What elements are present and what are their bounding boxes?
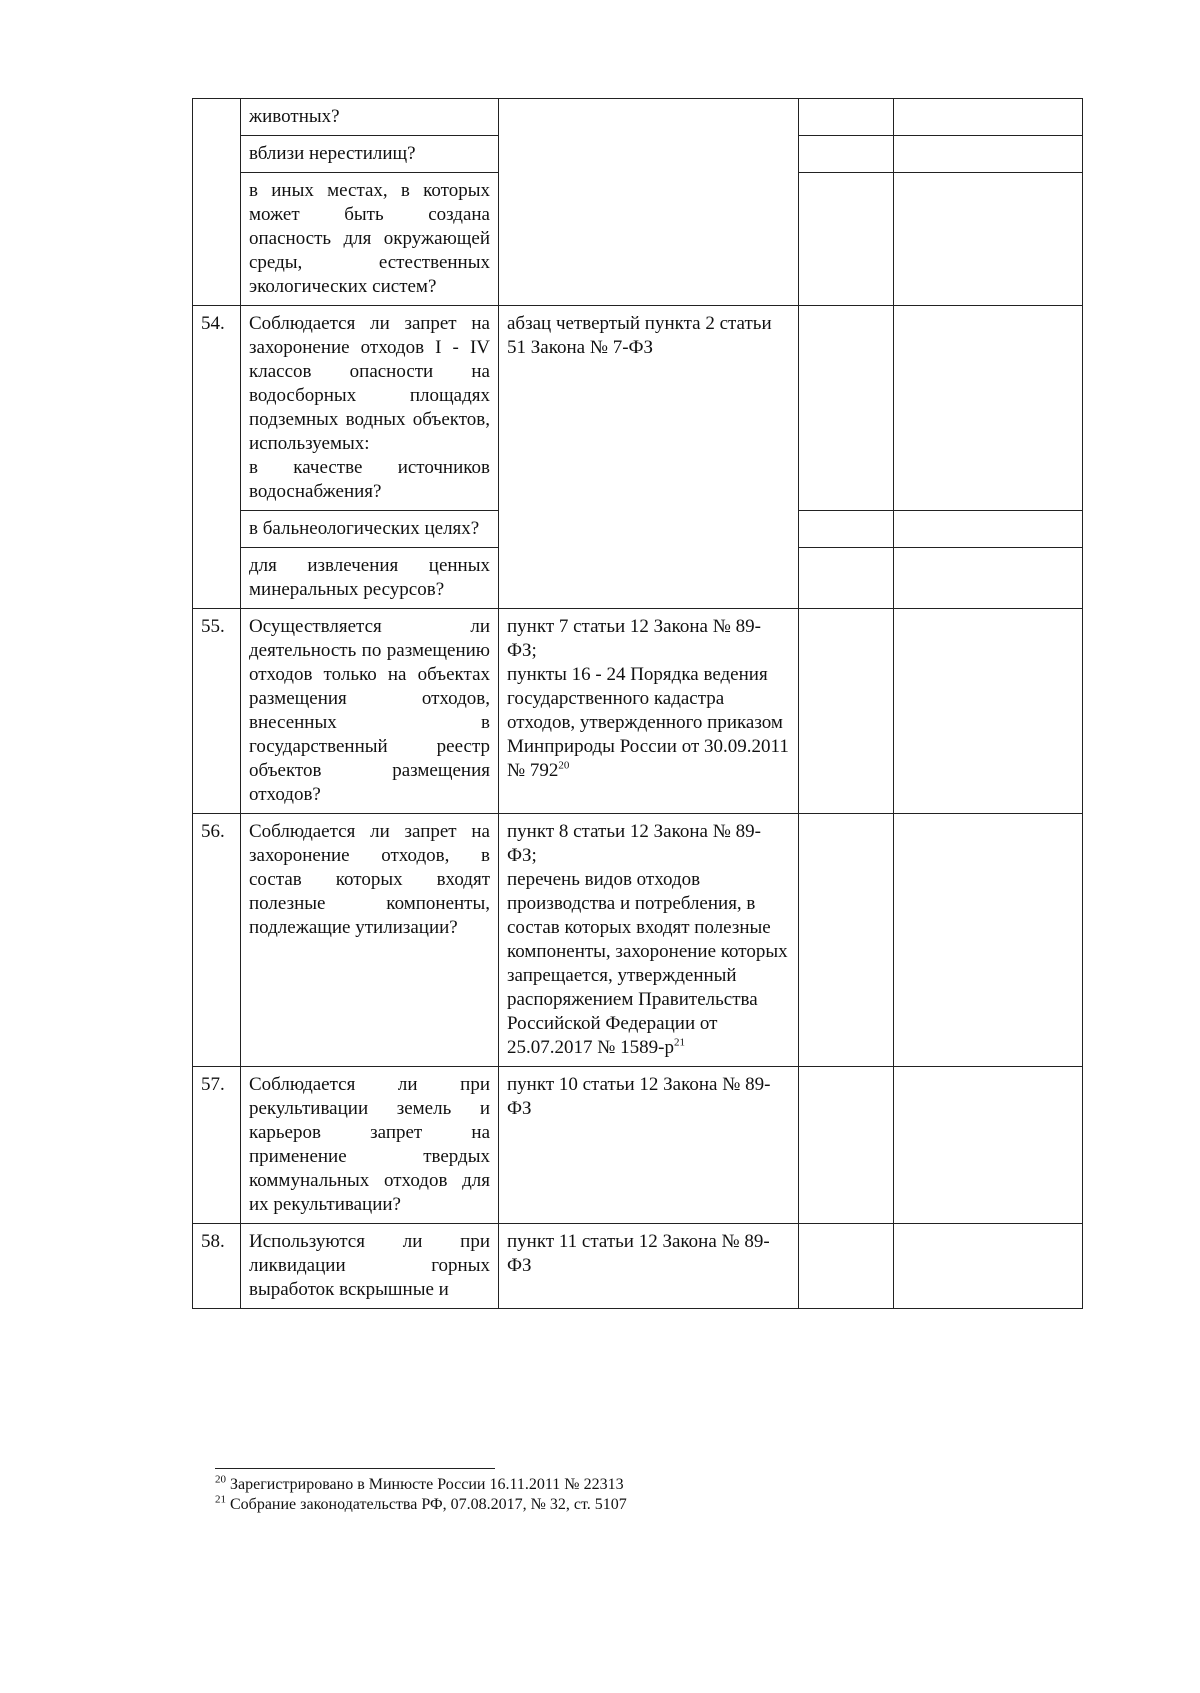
- table-row: [193, 1224, 1083, 1309]
- answer-cell: [799, 548, 894, 609]
- note-cell: [894, 173, 1083, 306]
- table-row: [193, 1067, 1083, 1224]
- note-cell: [894, 136, 1083, 173]
- answer-cell: [799, 1224, 894, 1309]
- answer-cell: [799, 173, 894, 306]
- table-row: [193, 306, 1083, 511]
- checklist-table: [192, 98, 1083, 1309]
- note-cell: [894, 609, 1083, 814]
- question-cell: вблизи нерестилищ?: [241, 136, 499, 173]
- answer-cell: [799, 814, 894, 1067]
- answer-cell: [799, 1067, 894, 1224]
- reference-cell: [499, 814, 799, 1067]
- question-cell: Используются ли при ликвидации горных выработок вскрышные и: [241, 1224, 499, 1309]
- table-row: [193, 814, 1083, 1067]
- question-cell: Соблюдается ли при рекультивации земель и карьеров запрет на применение твердых коммунальных отходов для их рекультивации?: [241, 1067, 499, 1224]
- footnote-mark: 21: [215, 1493, 226, 1506]
- question-cell: Соблюдается ли запрет на захоронение отходов, в состав которых входят полезные компоненты, подлежащие утилизации?: [241, 814, 499, 1067]
- footnotes: [215, 1468, 915, 1515]
- footnote-text: Собрание законодательства РФ, 07.08.2017, № 32, ст. 5107: [230, 1496, 627, 1513]
- note-cell: [894, 1067, 1083, 1224]
- question-cell: животных?: [241, 99, 499, 136]
- answer-cell: [799, 306, 894, 511]
- question-cell: в иных местах, в которых может быть создана опасность для окружающей среды, естественных экологических систем?: [241, 173, 499, 306]
- reference-cell: пункт 11 статьи 12 Закона № 89-ФЗ: [499, 1224, 799, 1309]
- row-number: 54.: [193, 306, 241, 609]
- table-row: [193, 609, 1083, 814]
- answer-cell: [799, 99, 894, 136]
- reference-text: пункт 8 статьи 12 Закона № 89-ФЗ; перечень видов отходов производства и потребления, в состав которых входят полезные компоненты, захоронение которых запрещается, утвержденный распоряжением Правительства Российской Федерации от 25.07.2017 № 1589-р: [507, 821, 788, 1058]
- note-cell: [894, 814, 1083, 1067]
- row-number: 55.: [193, 609, 241, 814]
- table-row: [193, 99, 1083, 136]
- answer-cell: [799, 136, 894, 173]
- question-cell: для извлечения ценных минеральных ресурсов?: [241, 548, 499, 609]
- question-cell: Соблюдается ли запрет на захоронение отходов I - IV классов опасности на водосборных площадях подземных водных объектов, используемых: в качестве источников водоснабжения?: [241, 306, 499, 511]
- row-number: 58.: [193, 1224, 241, 1309]
- reference-cell: абзац четвертый пункта 2 статьи 51 Закона № 7-ФЗ: [499, 306, 799, 609]
- note-cell: [894, 511, 1083, 548]
- row-number: 57.: [193, 1067, 241, 1224]
- footnote: [215, 1475, 915, 1495]
- footnote: [215, 1495, 915, 1515]
- footnote-divider: [215, 1468, 495, 1469]
- reference-text: пункт 7 статьи 12 Закона № 89-ФЗ; пункты 16 - 24 Порядка ведения государственного кадастра отходов, утвержденного приказом Минприроды России от 30.09.2011 № 792: [507, 616, 789, 781]
- note-cell: [894, 99, 1083, 136]
- note-cell: [894, 1224, 1083, 1309]
- row-number: 56.: [193, 814, 241, 1067]
- footnote-mark: 21: [673, 1036, 685, 1049]
- reference-cell: [499, 99, 799, 306]
- reference-cell: [499, 609, 799, 814]
- footnote-mark: 20: [558, 759, 570, 772]
- answer-cell: [799, 511, 894, 548]
- footnote-mark: 20: [215, 1473, 226, 1486]
- reference-cell: пункт 10 статьи 12 Закона № 89-ФЗ: [499, 1067, 799, 1224]
- answer-cell: [799, 609, 894, 814]
- note-cell: [894, 548, 1083, 609]
- row-number: [193, 99, 241, 306]
- question-cell: Осуществляется ли деятельность по размещению отходов только на объектах размещения отходов, внесенных в государственный реестр объектов размещения отходов?: [241, 609, 499, 814]
- question-cell: в бальнеологических целях?: [241, 511, 499, 548]
- note-cell: [894, 306, 1083, 511]
- footnote-text: Зарегистрировано в Минюсте России 16.11.2011 № 22313: [230, 1476, 624, 1493]
